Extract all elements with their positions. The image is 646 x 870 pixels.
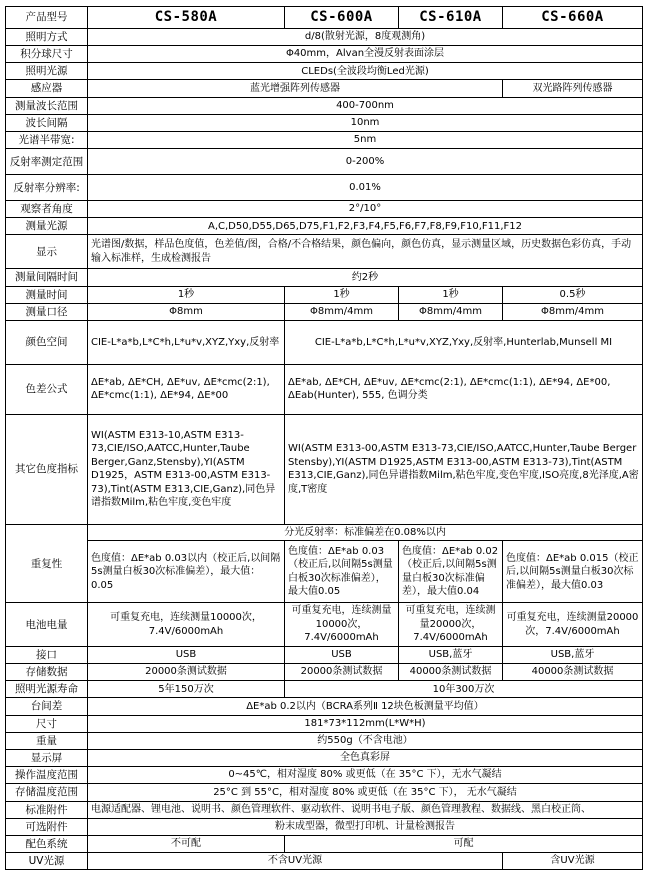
row-label: 台间差 — [6, 698, 88, 715]
spec-row — [6, 80, 643, 97]
row-label: 波长间隔 — [6, 114, 88, 131]
spec-row — [6, 46, 643, 63]
spec-value: Φ40mm，Alvan全漫反射表面涂层 — [88, 46, 643, 63]
spec-value: USB — [88, 646, 285, 663]
spec-value: 400-700nm — [88, 97, 643, 114]
spec-value: WI(ASTM E313-10,ASTM E313-73,CIE/ISO,AATCC,Hunter,Taube Berger,Ganz,Stensby),YI(ASTM D1925，ASTM E313-00,ASTM E313-73),Tint(ASTM E313,CIE,Ganz),同色异谱指数Milm,粘色牢度,变色牢度 — [88, 414, 285, 524]
spec-row — [6, 664, 643, 681]
spec-row — [6, 114, 643, 131]
spec-table — [5, 6, 643, 870]
spec-row — [6, 269, 643, 286]
row-label: 照明光源 — [6, 63, 88, 80]
spec-value: 20000条测试数据 — [285, 664, 399, 681]
row-label: 感应器 — [6, 80, 88, 97]
row-label: 照明方式 — [6, 28, 88, 45]
spec-value: 可重复充电，连续测量20000次，7.4V/6000mAh — [399, 603, 503, 647]
spec-value: 光谱图/数据，样品色度值，色差值/图，合格/不合格结果，颜色偏向，颜色仿真，显示测量区域，历史数据色彩仿真，手动输入标准样，生成检测报告 — [88, 235, 643, 269]
spec-row — [6, 218, 643, 235]
spec-row — [6, 201, 643, 218]
spec-value: ΔE*ab, ΔE*CH, ΔE*uv, ΔE*cmc(2:1), ΔE*cmc(1:1), ΔE*94, ΔE*00 — [88, 364, 285, 414]
row-label: 操作温度范围 — [6, 767, 88, 784]
spec-row — [6, 818, 643, 835]
header-row — [6, 7, 643, 29]
spec-row — [6, 524, 643, 541]
spec-value: USB — [285, 646, 399, 663]
spec-value: 2°/10° — [88, 201, 643, 218]
spec-row — [6, 835, 643, 852]
spec-value: d/8(散射光源，8度观测角) — [88, 28, 643, 45]
spec-row — [6, 235, 643, 269]
spec-value: 1秒 — [285, 286, 399, 303]
spec-value: 不可配 — [88, 835, 285, 852]
spec-value: 20000条测试数据 — [88, 664, 285, 681]
spec-value: 可重复充电，连续测量10000次，7.4V/6000mAh — [88, 603, 285, 647]
spec-value: 40000条测试数据 — [503, 664, 643, 681]
spec-row — [6, 364, 643, 414]
spec-value: 0.01% — [88, 175, 643, 201]
row-label: 颜色空间 — [6, 320, 88, 364]
model-name-cs610a: CS-610A — [399, 7, 503, 29]
spec-value: 0~45℃，相对湿度 80% 或更低（在 35°C 下），无水气凝结 — [88, 767, 643, 784]
spec-value: 含UV光源 — [503, 853, 643, 870]
spec-value: 25°C 到 55°C，相对湿度 80% 或更低（在 35°C 下）， 无水气凝结 — [88, 784, 643, 801]
row-label: 色差公式 — [6, 364, 88, 414]
row-label: 测量波长范围 — [6, 97, 88, 114]
spec-value: 10年300万次 — [285, 681, 643, 698]
model-name-cs600a: CS-600A — [285, 7, 399, 29]
spec-row — [6, 149, 643, 175]
row-label: 存储温度范围 — [6, 784, 88, 801]
spec-row — [6, 646, 643, 663]
row-label: 可选附件 — [6, 818, 88, 835]
spec-value: ΔE*ab, ΔE*CH, ΔE*uv, ΔE*cmc(2:1), ΔE*cmc(1:1), ΔE*94, ΔE*00, ΔEab(Hunter), 555, 色调分类 — [285, 364, 643, 414]
spec-value: ΔE*ab 0.2以内（BCRA系列Ⅱ 12块色板测量平均值） — [88, 698, 643, 715]
row-label: 电池电量 — [6, 603, 88, 647]
spec-value: 可重复充电，连续测量10000次，7.4V/6000mAh — [285, 603, 399, 647]
spec-value: 1秒 — [88, 286, 285, 303]
spec-row — [6, 286, 643, 303]
spec-value: 电源适配器、锂电池、说明书、颜色管理软件、驱动软件、说明书电子版、颜色管理教程、数据线、黑白校正筒、 — [88, 801, 643, 818]
model-name-cs580a: CS-580A — [88, 7, 285, 29]
spec-row — [6, 63, 643, 80]
row-label: 测量时间 — [6, 286, 88, 303]
spec-value: 可重复充电，连续测量20000次，7.4V/6000mAh — [503, 603, 643, 647]
spec-value: 181*73*112mm(L*W*H) — [88, 715, 643, 732]
row-label: 积分球尺寸 — [6, 46, 88, 63]
row-label: 其它色度指标 — [6, 414, 88, 524]
row-label: 测量间隔时间 — [6, 269, 88, 286]
spec-value: 约550g（不含电池） — [88, 732, 643, 749]
row-label: 观察者角度 — [6, 201, 88, 218]
spec-value: WI(ASTM E313-00,ASTM E313-73,CIE/ISO,AATCC,Hunter,Taube Berger Stensby),YI(ASTM D1925,ASTM E313-00,ASTM E313-73),Tint(ASTM E313,CIE,Ganz),同色异谱指数Milm,粘色牢度,变色牢度,ISO亮度,8光泽度,A密度,T密度 — [285, 414, 643, 524]
spec-value: 色度值：ΔE*ab 0.03（校正后,以间隔5s测量白板30次标准偏差），最大值0.05 — [285, 541, 399, 603]
spec-value: 40000条测试数据 — [399, 664, 503, 681]
spec-row — [6, 97, 643, 114]
spec-row — [6, 28, 643, 45]
row-label: 存储数据 — [6, 664, 88, 681]
spec-row — [6, 767, 643, 784]
spec-value: USB,蓝牙 — [399, 646, 503, 663]
row-label: 尺寸 — [6, 715, 88, 732]
spec-value: 全色真彩屏 — [88, 749, 643, 766]
spec-row — [6, 603, 643, 647]
row-label: 照明光源寿命 — [6, 681, 88, 698]
row-label: 光谱半带宽: — [6, 131, 88, 148]
spec-row — [6, 303, 643, 320]
spec-value: Φ8mm/4mm — [503, 303, 643, 320]
spec-value: 5年150万次 — [88, 681, 285, 698]
row-label: 标准附件 — [6, 801, 88, 818]
row-label: 测量口径 — [6, 303, 88, 320]
row-label: 反射率测定范围 — [6, 149, 88, 175]
spec-value: 1秒 — [399, 286, 503, 303]
spec-value: USB,蓝牙 — [503, 646, 643, 663]
spec-value: 0-200% — [88, 149, 643, 175]
spec-row — [6, 715, 643, 732]
spec-value: 10nm — [88, 114, 643, 131]
row-label: 显示 — [6, 235, 88, 269]
spec-value: CIE-L*a*b,L*C*h,L*u*v,XYZ,Yxy,反射率 — [88, 320, 285, 364]
spec-row — [6, 698, 643, 715]
spec-row — [6, 541, 643, 603]
spec-value: CIE-L*a*b,L*C*h,L*u*v,XYZ,Yxy,反射率,Hunterlab,Munsell MI — [285, 320, 643, 364]
spec-value: Φ8mm/4mm — [285, 303, 399, 320]
row-label: 反射率分辨率: — [6, 175, 88, 201]
spec-value: 分光反射率：标准偏差在0.08%以内 — [88, 524, 643, 541]
spec-value: 5nm — [88, 131, 643, 148]
row-label: 接口 — [6, 646, 88, 663]
row-label: 显示屏 — [6, 749, 88, 766]
spec-value: 0.5秒 — [503, 286, 643, 303]
spec-value: 色度值：ΔE*ab 0.03以内（校正后,以间隔5s测量白板30次标准偏差），最大值：0.05 — [88, 541, 285, 603]
spec-value: A,C,D50,D55,D65,D75,F1,F2,F3,F4,F5,F6,F7,F8,F9,F10,F11,F12 — [88, 218, 643, 235]
header-label: 产品型号 — [6, 7, 88, 29]
model-name-cs660a: CS-660A — [503, 7, 643, 29]
spec-value: 色度值：ΔE*ab 0.02（校正后,以间隔5s测量白板30次标准偏差），最大值0.04 — [399, 541, 503, 603]
row-label: 配色系统 — [6, 835, 88, 852]
spec-value: 不含UV光源 — [88, 853, 503, 870]
spec-value: 色度值：ΔE*ab 0.015（校正后,以间隔5s测量白板30次标准偏差），最大值0.03 — [503, 541, 643, 603]
spec-row — [6, 681, 643, 698]
spec-row — [6, 732, 643, 749]
spec-row — [6, 131, 643, 148]
spec-row — [6, 784, 643, 801]
spec-value: CLEDs(全波段均衡Led光源) — [88, 63, 643, 80]
spec-row — [6, 320, 643, 364]
row-label: UV光源 — [6, 853, 88, 870]
spec-row — [6, 175, 643, 201]
spec-value: 约2秒 — [88, 269, 643, 286]
spec-row — [6, 414, 643, 524]
spec-row — [6, 853, 643, 870]
spec-value: 可配 — [285, 835, 643, 852]
spec-row — [6, 749, 643, 766]
spec-value: 双光路阵列传感器 — [503, 80, 643, 97]
spec-value: 粉末成型器，微型打印机、计量检测报告 — [88, 818, 643, 835]
row-label: 重复性 — [6, 524, 88, 603]
row-label: 测量光源 — [6, 218, 88, 235]
spec-value: Φ8mm — [88, 303, 285, 320]
spec-value: 蓝光增强阵列传感器 — [88, 80, 503, 97]
spec-value: Φ8mm/4mm — [399, 303, 503, 320]
row-label: 重量 — [6, 732, 88, 749]
